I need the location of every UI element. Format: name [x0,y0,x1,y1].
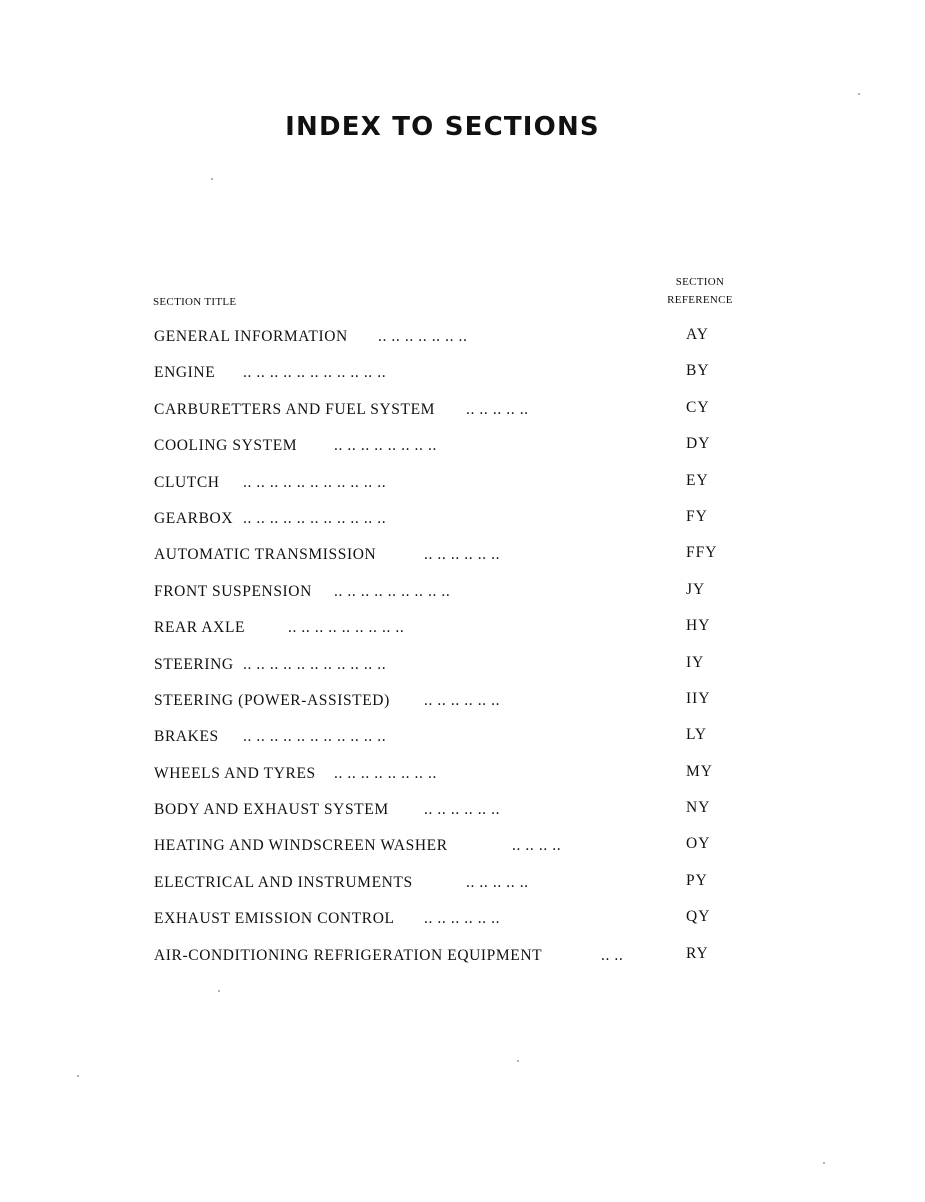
dot-leader: .. .. .. .. .. .. .. .. .. .. .. [243,509,387,527]
dot-leader: .. .. .. .. .. [466,873,529,891]
section-reference: FFY [686,544,718,562]
section-row [0,470,925,506]
section-row [0,906,925,942]
section-title: STEERING (POWER-ASSISTED) [154,691,390,709]
section-reference: MY [686,762,713,780]
section-row [0,870,925,906]
section-row [0,615,925,651]
section-reference-header-line1: SECTION [675,276,725,288]
section-reference: JY [686,580,706,598]
section-reference: IIY [686,689,711,707]
dot-leader: .. .. .. .. .. .. .. .. .. [334,582,451,600]
dot-leader: .. .. .. .. .. .. .. .. .. .. .. [243,728,387,746]
section-title: AUTOMATIC TRANSMISSION [154,546,377,564]
section-reference-column-header [655,273,745,309]
section-row [0,652,925,688]
section-title: CLUTCH [154,473,220,491]
section-title: COOLING SYSTEM [154,437,298,455]
section-row [0,797,925,833]
section-title: FRONT SUSPENSION [154,582,312,600]
page-title: INDEX TO SECTIONS [285,112,600,142]
section-row [0,833,925,869]
section-title: REAR AXLE [154,619,246,637]
dot-leader: .. .. .. .. .. .. [424,546,501,564]
section-row [0,506,925,542]
dot-leader: .. .. .. .. .. .. .. .. [334,764,437,782]
section-row [0,397,925,433]
section-row [0,433,925,469]
section-reference: CY [686,398,710,416]
section-reference: PY [686,871,708,889]
section-reference: HY [686,617,711,635]
section-title: AIR-CONDITIONING REFRIGERATION EQUIPMENT [154,946,543,964]
section-reference: OY [686,835,711,853]
section-row [0,542,925,578]
dot-leader: .. .. [601,946,624,964]
dot-leader: .. .. .. .. .. .. [424,691,501,709]
dot-leader: .. .. .. .. .. .. .. .. .. [288,619,405,637]
section-row [0,579,925,615]
section-row [0,360,925,396]
section-title: ELECTRICAL AND INSTRUMENTS [154,873,413,891]
dot-leader: .. .. .. .. .. .. .. .. .. .. .. [243,364,387,382]
scan-speck [823,1162,825,1164]
section-reference: AY [686,326,709,343]
section-row [0,761,925,797]
dot-leader: .. .. .. .. .. .. [424,801,501,819]
section-title: EXHAUST EMISSION CONTROL [154,910,395,928]
scan-speck [218,990,220,992]
section-reference-header-line2: REFERENCE [667,294,733,306]
dot-leader: .. .. .. .. .. [466,400,529,418]
section-row [0,943,925,979]
section-title: GENERAL INFORMATION [154,328,348,345]
section-title: HEATING AND WINDSCREEN WASHER [154,837,448,855]
section-reference: FY [686,507,708,525]
dot-leader: .. .. .. .. [512,837,562,855]
section-row [0,688,925,724]
section-title-column-header: SECTION TITLE [153,296,237,308]
section-title: BRAKES [154,728,219,746]
section-reference: LY [686,726,708,744]
section-reference: QY [686,908,711,926]
scan-speck [211,178,213,180]
section-reference: BY [686,362,710,380]
section-index-list [0,324,925,979]
section-reference: EY [686,471,709,489]
section-title: BODY AND EXHAUST SYSTEM [154,801,389,819]
scan-speck [858,93,860,95]
section-reference: NY [686,799,711,817]
dot-leader: .. .. .. .. .. .. .. .. .. .. .. [243,655,387,673]
section-reference: RY [686,944,709,962]
dot-leader: .. .. .. .. .. .. .. .. .. .. .. [243,473,387,491]
scan-speck [517,1060,519,1062]
section-reference: DY [686,435,711,453]
section-title: STEERING [154,655,234,673]
dot-leader: .. .. .. .. .. .. [424,910,501,928]
section-row [0,324,925,360]
section-title: WHEELS AND TYRES [154,764,316,782]
section-reference: IY [686,653,705,671]
section-row [0,724,925,760]
scan-speck [77,1075,79,1077]
dot-leader: .. .. .. .. .. .. .. .. [334,437,437,455]
section-title: GEARBOX [154,509,234,527]
section-title: ENGINE [154,364,216,382]
dot-leader: .. .. .. .. .. .. .. [378,328,468,345]
section-title: CARBURETTERS AND FUEL SYSTEM [154,400,436,418]
